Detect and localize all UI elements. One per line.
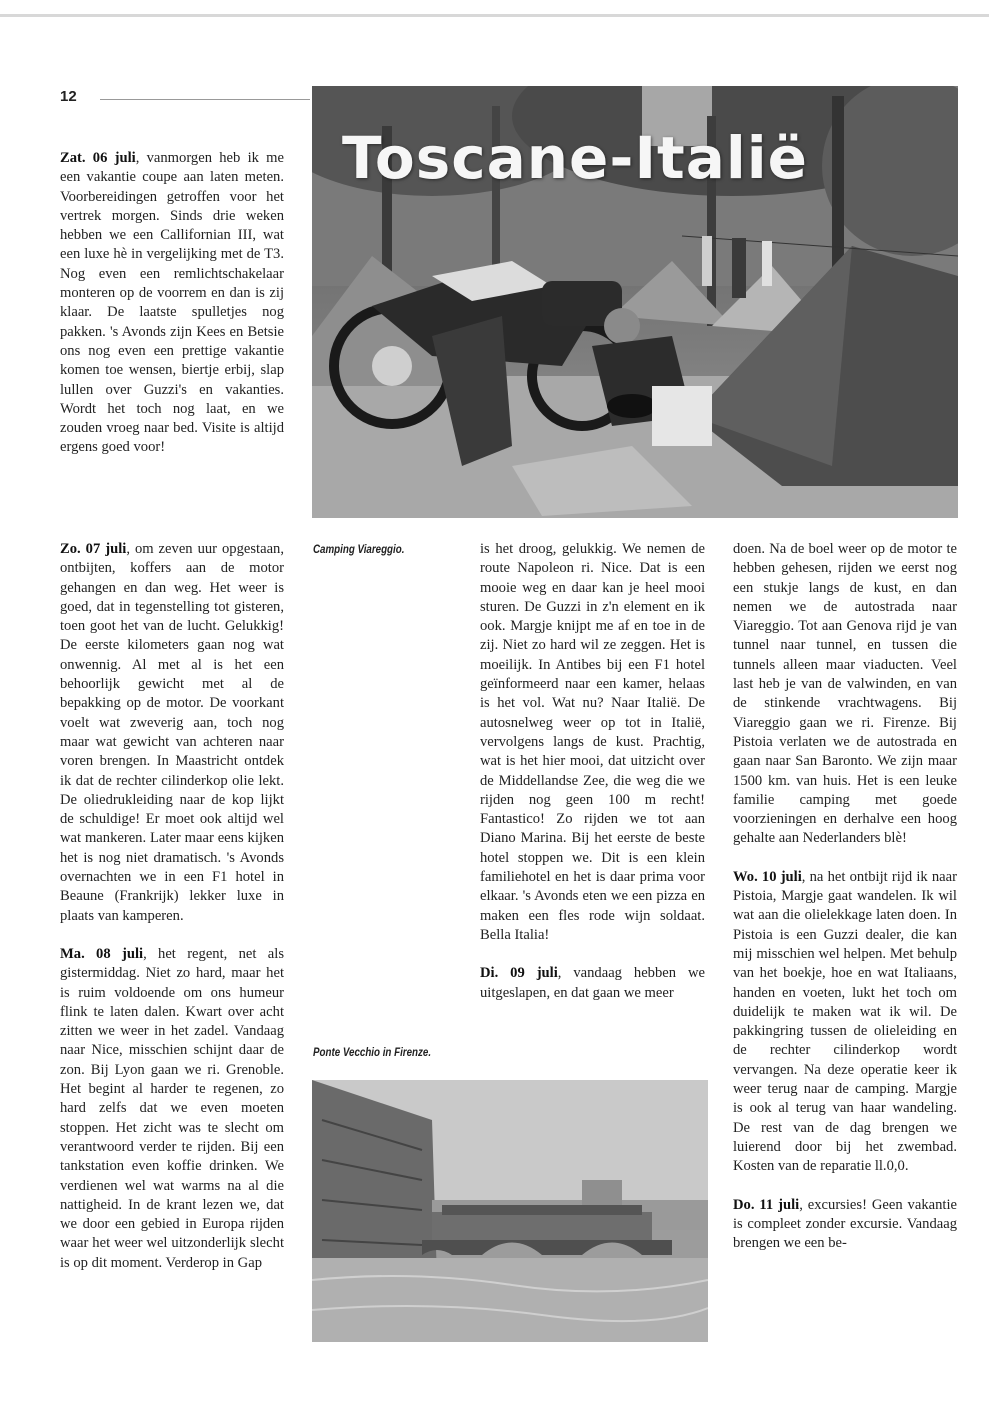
entry-continued [480,540,705,945]
entry-ma-08-juli [60,945,284,1273]
entry-date: Di. 09 juli [480,965,558,982]
entry-date: Wo. 10 juli [733,868,802,885]
entry-date: Ma. 08 juli [60,945,144,962]
column-3 [733,540,957,1272]
ponte-vecchio-photo [312,1080,708,1342]
entry-do-11-juli [733,1196,957,1254]
column-1-bottom [60,540,284,1292]
entry-text: , vandaag hebben we uitgeslapen, en dat gaan we meer [480,965,705,1001]
column-2 [480,540,705,1022]
caption-ponte-vecchio: Ponte Vecchio in Firenze. [313,1047,432,1059]
entry-date: Zat. 06 juli [60,150,136,166]
entry-text: is het droog, gelukkig. We nemen de route Napoleon ri. Nice. Dat is een mooie weg en daar kan je heel mooi sturen. De Guzzi in z'n element en ik ook. Margje knijpt me af en toe in de zij. Niet zo hard wil ze zeggen. Het is moeilijk. In Antibes bij een F1 hotel geïnformeerd naar een kamer, helaas is het vol. Wat nu? Naar Italië. De autosnelweg weer op tot in Italië, vervolgens langs de kust. Prachtig, wat is het hier mooi, dat uitzicht over de Middellandse Zee, die weg die we rijden nog geen 100 m recht! Fantastico! Zo rijden we tot aan Diano Marina. Bij het eerste de beste hotel stoppen we. Dit is een klein familiehotel en het is daar prima voor elkaar. 's Avonds eten we een pizza en maken een fles rode wijn soldaat. Bella Italia! [480,541,705,943]
header-rule [100,99,310,100]
entry-continued [733,540,957,849]
column-1-top [60,149,284,477]
entry-zat-06-juli [60,149,284,458]
entry-date: Zo. 07 juli [60,541,127,557]
entry-text: , na het ontbijt rijd ik naar Pistoia, Margje gaat wandelen. Ik wil wat aan die olielekkage laten doen. In Pistoia is een Guzzi dealer, die kan mij misschien wel helpen. Met behulp van het boekje, hoe en wat Italiaans, handen en voeten, lukt het toch om duidelijk te maken wat ik wil. De pakkingring tussen de olieleiding en de rechter cilinderkop wordt vervangen. Na deze operatie keer ik weer terug naar de camping. Margje is ook al terug van haar wandeling. De rest van de dag brengen we luierend door bij het zwembad. Kosten van de reparatie ll.0,0. [733,868,957,1175]
entry-text: , om zeven uur opgestaan, ontbijten, koffers aan de motor gehangen en dan weg. Het weer is goed, dat in tegenstelling tot gisteren, toen goot het van de lucht. Gelukkig! De eerste kilometers gaan nog wat onwennig. Al met al is het een behoorlijk gewicht met al de bepakking op de motor. De voorkant voelt wat zweverig aan, toch nog maar wat gewicht van achteren naar voren brengen. In Maastricht ontdek ik dat de rechter cilinderkop olie lekt. De oliedrukleiding naar de kop lijkt de schuldige! Er moet ook altijd wel wat mankeren. Later maar eens kijken het is nog niet dramatisch. 's Avonds overnachten we in een F1 hotel in Beaune (Frankrijk) lekker luxe in plaats van kamperen. [60,541,284,924]
entry-wo-10-juli [733,868,957,1177]
page-number: 12 [60,88,77,105]
entry-text: , vanmorgen heb ik me een vakantie coupe aan laten meten. Voorbereidingen getroffen voor het vertrek morgen. Sinds drie weken hebben we een Callifornian III, wat een luxe hè in vergelijking met de T3. Nog even een remlichtschakelaar monteren op de voorrem en dan is zij klaar. De laatste spulletjes nog pakken. 's Avonds zijn Kees en Betsie ons nog even een prettige vakantie komen toe wensen, biertje erbij, slap lullen over Guzzi's en vakanties. Wordt het toch nog laat, en we zouden vroeg naar bed. Visite is altijd ergens goed voor! [60,150,284,456]
entry-date: Do. 11 juli [733,1196,800,1213]
article-title: Toscane-Italië [342,124,808,192]
camping-photo [312,86,958,518]
top-edge-line [0,14,989,17]
entry-text: doen. Na de boel weer op de motor te hebben gehesen, rijden we eerst nog een stukje langs de kust, en dan nemen we de autostrada naar Viareggio. Tot aan Genova rijd je van tunnel naar tunnel, en tussen die tunnels alleen maar viaducten. Veel last heb je van de valwinden, en van de stinkende vrachtwagens. Bij Viareggio gaan we ri. Firenze. Bij Pistoia verlaten we de autostrada en gaan naar San Baronto. We zijn maar 1500 km. van huis. Het is een leuke familie camping met goede voorzieningen en derhalve een hoog gehalte aan Nederlanders blè! [733,541,957,847]
entry-di-09-juli [480,964,705,1003]
entry-zo-07-juli [60,540,284,926]
ponte-vecchio-illustration [312,1080,708,1342]
entry-text: , excursies! Geen vakantie is compleet zonder excursie. Vandaag brengen we een be- [733,1196,957,1252]
entry-text: , het regent, net als gistermiddag. Niet zo hard, maar het is ruim voldoende om ons humeur flink te laten dalen. Kwart over acht zitten we weer in het zadel. Vandaag naar Nice, misschien schijnt daar de zon. Bij Lyon gaan we ri. Grenoble. Het begint al harder te regenen, zo hard zelfs dat we even moeten stoppen. Het zicht was te slecht om verantwoord verder te rijden. Bij een tankstation even koffie drinken. We verdienen wel wat warms na al die nattigheid. In de krant lezen we, dat we door een gebied in Europa rijden waar het weer wel uitzonderlijk slecht is op dit moment. Verderop in Gap [60,945,284,1271]
caption-camping: Camping Viareggio. [313,544,405,556]
